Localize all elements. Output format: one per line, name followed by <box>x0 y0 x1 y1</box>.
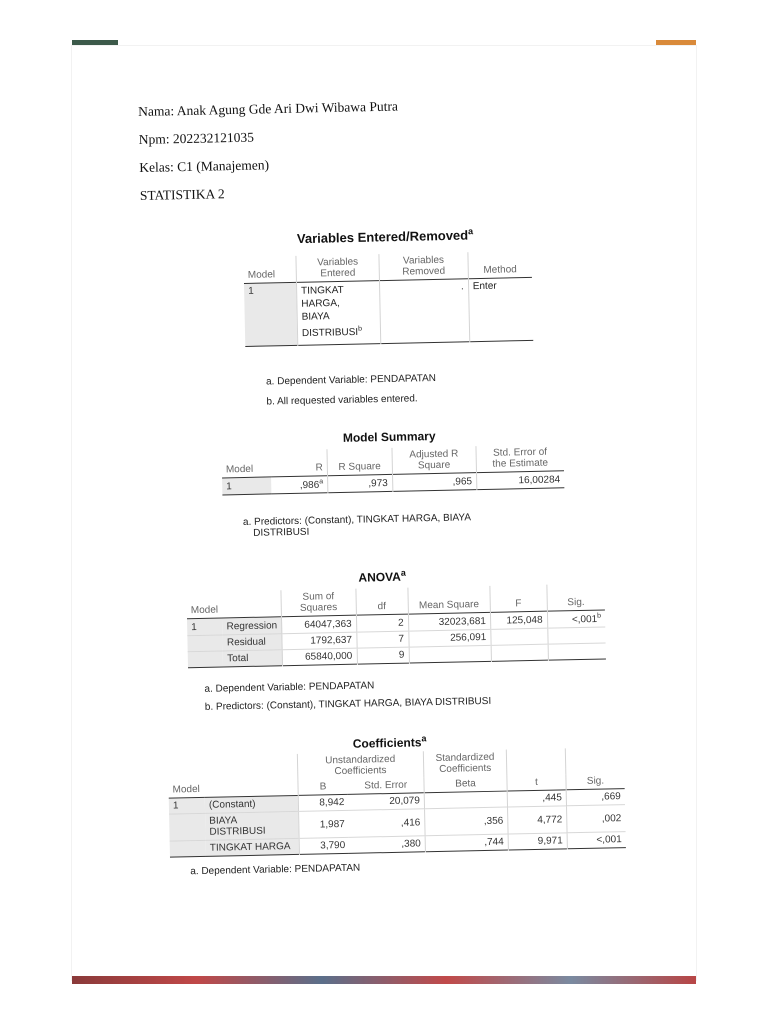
regression-ss: 64047,363 <box>281 615 356 634</box>
adj-r-square-value: ,965 <box>392 473 477 492</box>
biaya-t: 4,772 <box>508 806 568 834</box>
col-sum-of-squares: Sum of Squares <box>281 589 356 617</box>
col-mean-square: Mean Square <box>407 586 490 614</box>
regression-sig: <,001$^b$ <box>547 610 605 629</box>
total-sig <box>548 643 606 660</box>
student-name: Nama: Anak Agung Gde Ari Dwi Wibawa Putra <box>138 98 399 119</box>
residual-f <box>491 629 548 646</box>
coefficients-title: Coefficients$^a$ <box>352 733 427 751</box>
method-cell: Enter <box>468 277 533 341</box>
entered-cell: TINGKAT HARGA, BIAYA DISTRIBUSI$^b$ <box>296 281 381 346</box>
constant-t: ,445 <box>507 790 566 807</box>
harga-t: 9,971 <box>508 833 567 850</box>
row-model: 1 <box>222 477 272 495</box>
constant-b: 8,942 <box>298 794 349 811</box>
coefficients-note: a. Dependent Variable: PENDAPATAN <box>190 862 361 878</box>
row-label-biaya-distribusi: BIAYA DISTRIBUSI <box>205 811 299 840</box>
total-ms <box>409 646 492 664</box>
coefficients-table <box>168 747 626 858</box>
row-model: 1 <box>244 282 298 346</box>
col-std-error: Std. Error <box>364 779 408 792</box>
model-summary-note: a. Predictors: (Constant), TINGKAT HARGA, BIAYA DISTRIBUSI <box>242 512 472 539</box>
variables-note-b: b. All requested variables entered. <box>266 393 418 408</box>
col-r-square: R Square <box>327 448 392 476</box>
row-label-tingkat-harga: TINGKAT HARGA <box>206 838 299 856</box>
model-summary-title: Model Summary <box>342 428 436 445</box>
variables-table-title: Variables Entered/Removed$^a$ <box>296 226 474 247</box>
regression-f: 125,048 <box>490 611 547 630</box>
total-ss: 65840,000 <box>282 649 357 667</box>
harga-se: ,380 <box>349 836 425 854</box>
removed-cell: . <box>380 279 470 344</box>
harga-beta: ,744 <box>425 834 508 852</box>
biaya-sig: ,002 <box>566 805 625 833</box>
anova-note-a: a. Dependent Variable: PENDAPATAN <box>204 680 375 695</box>
col-model: Model <box>225 463 254 476</box>
col-standardized: Standardized Coefficients <box>423 750 507 778</box>
col-b: B <box>297 779 348 796</box>
residual-ss: 1792,637 <box>282 633 357 651</box>
r-square-value: ,973 <box>327 474 392 493</box>
col-model: Model <box>190 604 219 617</box>
regression-df: 2 <box>356 614 408 632</box>
biaya-b: 1,987 <box>298 810 349 838</box>
anova-note-b: b. Predictors: (Constant), TINGKAT HARGA, BIAYA DISTRIBUSI <box>204 695 492 713</box>
row-label-constant: (Constant) <box>205 795 298 813</box>
total-df: 9 <box>357 647 409 664</box>
col-model: Model <box>247 269 276 281</box>
col-std-error: Std. Error of the Estimate <box>476 444 564 472</box>
harga-sig: <,001 <box>567 832 626 849</box>
std-error-value: 16,00284 <box>476 471 564 490</box>
col-adjusted-r-square: Adjusted R Square <box>392 446 477 474</box>
row-label-residual: Residual <box>223 634 282 651</box>
constant-beta <box>424 791 507 809</box>
harga-b: 3,790 <box>299 837 350 854</box>
col-sig: Sig. <box>546 583 605 611</box>
col-f: F <box>490 585 547 613</box>
constant-se: 20,079 <box>389 795 420 808</box>
biaya-se: ,416 <box>349 809 426 838</box>
variables-note-a: a. Dependent Variable: PENDAPATAN <box>265 372 437 388</box>
residual-df: 7 <box>356 631 408 648</box>
total-f <box>491 645 548 662</box>
col-model: Model <box>172 783 200 796</box>
col-variables-removed: Variables Removed <box>379 252 468 280</box>
subject-title: STATISTIKA 2 <box>139 186 225 203</box>
col-variables-entered: Variables Entered <box>296 254 380 282</box>
biaya-beta: ,356 <box>425 807 509 836</box>
residual-sig <box>547 627 605 644</box>
col-t: t <box>506 748 566 791</box>
col-sig: Sig. <box>565 747 624 790</box>
anova-table <box>186 583 606 668</box>
student-npm: Npm: 202232121035 <box>138 129 255 147</box>
model-summary-table <box>222 444 565 495</box>
row-label-regression: Regression <box>222 617 281 636</box>
variables-table <box>243 251 533 347</box>
regression-ms: 32023,681 <box>408 612 491 631</box>
col-method: Method <box>468 251 532 279</box>
row-label-total: Total <box>223 650 282 667</box>
r-value: ,986$^a$ <box>299 478 324 492</box>
residual-ms: 256,091 <box>408 630 491 648</box>
col-df: df <box>355 588 408 616</box>
col-unstandardized: Unstandardized Coefficients <box>297 751 424 780</box>
row-model: 1 <box>187 618 223 636</box>
col-beta: Beta <box>424 776 507 793</box>
anova-title: ANOVA$^a$ <box>358 567 406 585</box>
student-class: Kelas: C1 (Manajemen) <box>139 157 270 175</box>
row-model: 1 <box>169 797 205 814</box>
constant-sig: ,669 <box>566 789 625 806</box>
col-r: R <box>315 462 323 474</box>
